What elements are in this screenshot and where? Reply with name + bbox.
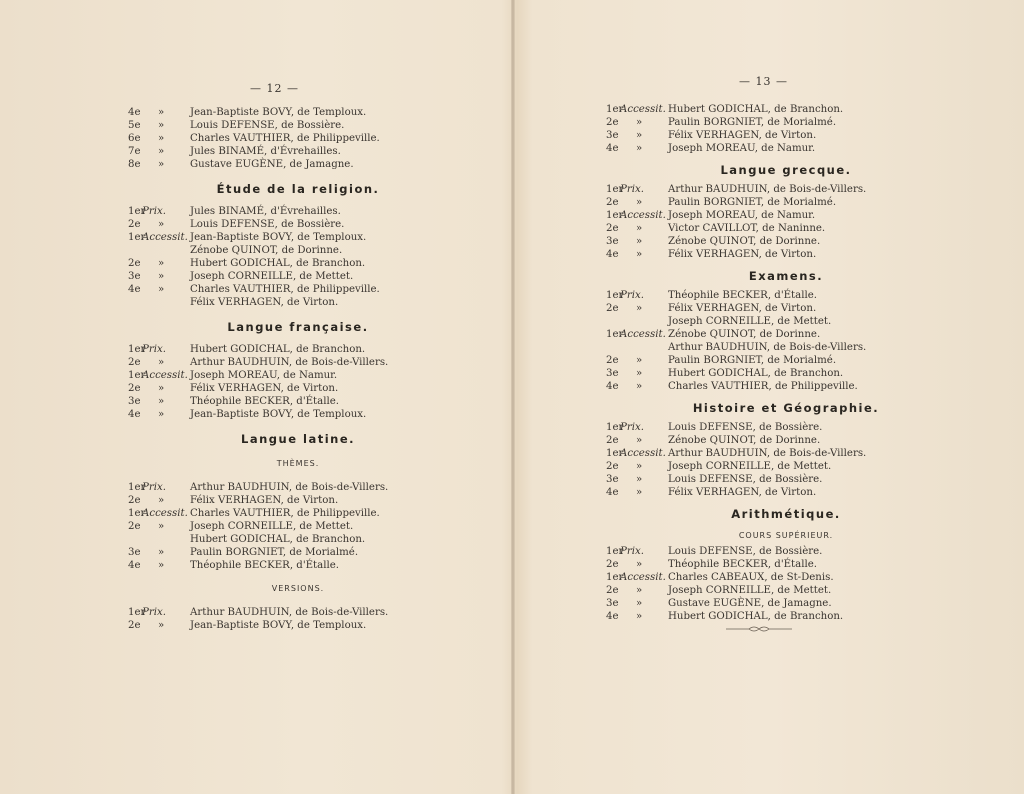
section-title-histoire: Histoire et Géographie. bbox=[692, 401, 880, 415]
list-item bbox=[606, 447, 966, 460]
student-name: Arthur BAUDHUIN, de Bois-de-Villers. bbox=[190, 482, 389, 493]
rank: 7e bbox=[128, 146, 141, 157]
list-item bbox=[606, 434, 966, 447]
student-name: Arthur BAUDHUIN, de Bois-de-Villers. bbox=[190, 357, 389, 368]
right-content bbox=[606, 103, 966, 623]
rank: 3e bbox=[606, 236, 619, 247]
award-label: Prix. bbox=[142, 206, 166, 217]
award-label: » bbox=[636, 249, 643, 260]
section-title-grecque: Langue grecque. bbox=[720, 163, 852, 177]
award-label: » bbox=[158, 284, 165, 295]
award-label: Prix. bbox=[142, 344, 166, 355]
award-label: » bbox=[158, 107, 165, 118]
award-label: Prix. bbox=[620, 422, 644, 433]
student-name: Gustave EUGÈNE, de Jamagne. bbox=[190, 159, 354, 170]
list-item bbox=[128, 606, 468, 619]
rank: 3e bbox=[128, 271, 141, 282]
award-label: » bbox=[636, 474, 643, 485]
list-item bbox=[606, 421, 966, 434]
rank: 4e bbox=[128, 409, 141, 420]
student-name: Gustave EUGÈNE, de Jamagne. bbox=[668, 598, 832, 609]
rank: 4e bbox=[128, 284, 141, 295]
list-item bbox=[606, 610, 966, 623]
rank: 4e bbox=[128, 107, 141, 118]
rank: 1er bbox=[606, 422, 624, 433]
rank: 4e bbox=[606, 487, 619, 498]
list-item bbox=[606, 289, 966, 302]
student-name: Félix VERHAGEN, de Virton. bbox=[668, 303, 817, 314]
rank: 2e bbox=[606, 117, 619, 128]
award-label: » bbox=[636, 585, 643, 596]
student-name: Louis DEFENSE, de Bossière. bbox=[668, 422, 823, 433]
award-label: » bbox=[636, 223, 643, 234]
rank: 1er bbox=[128, 607, 146, 618]
student-name: Jean-Baptiste BOVY, de Temploux. bbox=[190, 107, 367, 118]
list-item bbox=[128, 507, 468, 520]
list-item bbox=[606, 183, 966, 196]
list-item bbox=[128, 244, 468, 257]
ornament-divider bbox=[724, 624, 794, 634]
award-label: » bbox=[158, 120, 165, 131]
list-item bbox=[128, 369, 468, 382]
rank: 2e bbox=[606, 585, 619, 596]
award-label: Prix. bbox=[620, 290, 644, 301]
award-label: » bbox=[636, 117, 643, 128]
rank: 2e bbox=[606, 435, 619, 446]
student-name: Paulin BORGNIET, de Morialmé. bbox=[668, 117, 837, 128]
student-name: Hubert GODICHAL, de Branchon. bbox=[190, 258, 366, 269]
award-label: » bbox=[636, 598, 643, 609]
award-label: Accessit. bbox=[142, 232, 188, 243]
rank: 3e bbox=[606, 598, 619, 609]
award-label: » bbox=[636, 611, 643, 622]
rank: 2e bbox=[606, 303, 619, 314]
rank: 1er bbox=[128, 232, 146, 243]
student-name: Louis DEFENSE, de Bossière. bbox=[190, 120, 345, 131]
list-item bbox=[128, 205, 468, 218]
award-label: Accessit. bbox=[620, 572, 666, 583]
rank: 1er bbox=[128, 370, 146, 381]
list-item bbox=[606, 129, 966, 142]
rank: 1er bbox=[606, 448, 624, 459]
award-label: Accessit. bbox=[620, 329, 666, 340]
rank: 1er bbox=[128, 344, 146, 355]
student-name: Zénobe QUINOT, de Dorinne. bbox=[668, 435, 821, 446]
list-item bbox=[606, 196, 966, 209]
list-item bbox=[128, 132, 468, 145]
rank: 4e bbox=[606, 611, 619, 622]
rank: 2e bbox=[128, 258, 141, 269]
student-name: Hubert GODICHAL, de Branchon. bbox=[190, 344, 366, 355]
list-item bbox=[128, 218, 468, 231]
list-item bbox=[606, 545, 966, 558]
list-item bbox=[128, 481, 468, 494]
rank: 2e bbox=[128, 383, 141, 394]
list-item bbox=[606, 486, 966, 499]
award-label: » bbox=[636, 435, 643, 446]
student-name: Charles CABEAUX, de St-Denis. bbox=[668, 572, 834, 583]
rank: 1er bbox=[606, 290, 624, 301]
student-name: Théophile BECKER, d'Étalle. bbox=[668, 290, 818, 301]
student-name: Joseph MOREAU, de Namur. bbox=[668, 143, 816, 154]
list-item bbox=[606, 142, 966, 155]
rank: 3e bbox=[128, 547, 141, 558]
student-name: Charles VAUTHIER, de Philippeville. bbox=[190, 508, 380, 519]
student-name: Théophile BECKER, d'Étalle. bbox=[190, 560, 340, 571]
student-name: Joseph CORNEILLE, de Mettet. bbox=[668, 461, 832, 472]
list-item bbox=[606, 367, 966, 380]
list-item bbox=[606, 328, 966, 341]
list-item bbox=[606, 354, 966, 367]
list-item bbox=[128, 546, 468, 559]
list-item bbox=[128, 533, 468, 546]
list-item bbox=[606, 341, 966, 354]
list-item bbox=[606, 571, 966, 584]
subsection-versions: VERSIONS. bbox=[271, 584, 325, 593]
award-label: » bbox=[158, 383, 165, 394]
list-item bbox=[128, 408, 468, 421]
rank: 4e bbox=[606, 249, 619, 260]
page-number: — 12 — bbox=[250, 82, 299, 95]
list-item bbox=[128, 270, 468, 283]
rank: 3e bbox=[606, 474, 619, 485]
student-name: Joseph CORNEILLE, de Mettet. bbox=[190, 521, 354, 532]
rank: 1er bbox=[606, 184, 624, 195]
student-name: Jean-Baptiste BOVY, de Temploux. bbox=[190, 620, 367, 631]
student-name: Félix VERHAGEN, de Virton. bbox=[668, 130, 817, 141]
list-item bbox=[606, 116, 966, 129]
award-label: » bbox=[158, 547, 165, 558]
award-label: » bbox=[158, 133, 165, 144]
rank: 2e bbox=[128, 521, 141, 532]
rank: 4e bbox=[606, 143, 619, 154]
award-label: » bbox=[158, 357, 165, 368]
student-name: Zénobe QUINOT, de Dorinne. bbox=[190, 245, 343, 256]
award-label: Prix. bbox=[142, 607, 166, 618]
student-name: Hubert GODICHAL, de Branchon. bbox=[668, 611, 844, 622]
list-item bbox=[606, 460, 966, 473]
rank: 2e bbox=[606, 461, 619, 472]
list-item bbox=[606, 302, 966, 315]
list-item bbox=[128, 559, 468, 572]
list-item bbox=[128, 356, 468, 369]
rank: 6e bbox=[128, 133, 141, 144]
award-label: » bbox=[158, 521, 165, 532]
student-name: Théophile BECKER, d'Étalle. bbox=[190, 396, 340, 407]
rank: 3e bbox=[606, 368, 619, 379]
award-label: Accessit. bbox=[142, 508, 188, 519]
award-label: Accessit. bbox=[620, 104, 666, 115]
list-item bbox=[606, 558, 966, 571]
award-label: » bbox=[636, 130, 643, 141]
award-label: » bbox=[636, 143, 643, 154]
award-label: » bbox=[158, 271, 165, 282]
student-name: Paulin BORGNIET, de Morialmé. bbox=[668, 197, 837, 208]
list-item bbox=[606, 209, 966, 222]
student-name: Joseph MOREAU, de Namur. bbox=[190, 370, 338, 381]
student-name: Jean-Baptiste BOVY, de Temploux. bbox=[190, 409, 367, 420]
rank: 5e bbox=[128, 120, 141, 131]
student-name: Louis DEFENSE, de Bossière. bbox=[668, 546, 823, 557]
student-name: Charles VAUTHIER, de Philippeville. bbox=[668, 381, 858, 392]
rank: 3e bbox=[606, 130, 619, 141]
student-name: Joseph CORNEILLE, de Mettet. bbox=[668, 585, 832, 596]
list-item bbox=[606, 597, 966, 610]
award-label: » bbox=[158, 396, 165, 407]
right-page bbox=[514, 0, 1024, 794]
left-content bbox=[128, 106, 468, 632]
student-name: Félix VERHAGEN, de Virton. bbox=[668, 249, 817, 260]
page-number: — 13 — bbox=[739, 75, 788, 88]
award-label: » bbox=[158, 258, 165, 269]
list-item bbox=[606, 315, 966, 328]
rank: 4e bbox=[128, 560, 141, 571]
student-name: Jules BINAMÉ, d'Évrehailles. bbox=[190, 146, 341, 157]
award-label: Prix. bbox=[620, 546, 644, 557]
rank: 1er bbox=[606, 210, 624, 221]
award-label: » bbox=[636, 381, 643, 392]
award-label: Accessit. bbox=[620, 210, 666, 221]
award-label: » bbox=[636, 368, 643, 379]
subsection-themes: THÈMES. bbox=[276, 459, 320, 468]
award-label: Prix. bbox=[620, 184, 644, 195]
student-name: Joseph MOREAU, de Namur. bbox=[668, 210, 816, 221]
award-label: » bbox=[636, 236, 643, 247]
list-item bbox=[606, 248, 966, 261]
award-label: » bbox=[158, 146, 165, 157]
student-name: Jules BINAMÉ, d'Évrehailles. bbox=[190, 206, 341, 217]
section-title-examens: Examens. bbox=[748, 269, 824, 283]
rank: 4e bbox=[606, 381, 619, 392]
student-name: Félix VERHAGEN, de Virton. bbox=[190, 297, 339, 308]
student-name: Arthur BAUDHUIN, de Bois-de-Villers. bbox=[668, 184, 867, 195]
student-name: Jean-Baptiste BOVY, de Temploux. bbox=[190, 232, 367, 243]
student-name: Arthur BAUDHUIN, de Bois-de-Villers. bbox=[668, 448, 867, 459]
list-item bbox=[606, 222, 966, 235]
rank: 3e bbox=[128, 396, 141, 407]
award-label: » bbox=[636, 303, 643, 314]
award-label: » bbox=[158, 560, 165, 571]
list-item bbox=[128, 257, 468, 270]
student-name: Louis DEFENSE, de Bossière. bbox=[190, 219, 345, 230]
list-item bbox=[128, 283, 468, 296]
rank: 1er bbox=[606, 329, 624, 340]
award-label: » bbox=[158, 219, 165, 230]
list-item bbox=[128, 296, 468, 309]
student-name: Victor CAVILLOT, de Naninne. bbox=[668, 223, 826, 234]
list-item bbox=[606, 380, 966, 393]
award-label: » bbox=[158, 495, 165, 506]
list-item bbox=[128, 119, 468, 132]
rank: 8e bbox=[128, 159, 141, 170]
list-item bbox=[128, 619, 468, 632]
list-item bbox=[606, 103, 966, 116]
rank: 2e bbox=[606, 197, 619, 208]
student-name: Paulin BORGNIET, de Morialmé. bbox=[668, 355, 837, 366]
award-label: » bbox=[636, 197, 643, 208]
student-name: Joseph CORNEILLE, de Mettet. bbox=[668, 316, 832, 327]
rank: 1er bbox=[128, 206, 146, 217]
subsection-cours-superieur: COURS SUPÉRIEUR. bbox=[738, 531, 834, 540]
rank: 1er bbox=[128, 482, 146, 493]
list-item bbox=[128, 106, 468, 119]
award-label: Accessit. bbox=[620, 448, 666, 459]
award-label: Prix. bbox=[142, 482, 166, 493]
student-name: Arthur BAUDHUIN, de Bois-de-Villers. bbox=[190, 607, 389, 618]
student-name: Charles VAUTHIER, de Philippeville. bbox=[190, 284, 380, 295]
student-name: Louis DEFENSE, de Bossière. bbox=[668, 474, 823, 485]
section-title-religion: Étude de la religion. bbox=[216, 182, 380, 196]
student-name: Théophile BECKER, d'Étalle. bbox=[668, 559, 818, 570]
rank: 1er bbox=[606, 572, 624, 583]
list-item bbox=[128, 158, 468, 171]
award-label: » bbox=[636, 559, 643, 570]
award-label: » bbox=[158, 620, 165, 631]
rank: 2e bbox=[128, 219, 141, 230]
award-label: Accessit. bbox=[142, 370, 188, 381]
award-label: » bbox=[636, 461, 643, 472]
list-item bbox=[128, 382, 468, 395]
student-name: Zénobe QUINOT, de Dorinne. bbox=[668, 236, 821, 247]
student-name: Félix VERHAGEN, de Virton. bbox=[668, 487, 817, 498]
student-name: Zénobe QUINOT, de Dorinne. bbox=[668, 329, 821, 340]
student-name: Félix VERHAGEN, de Virton. bbox=[190, 495, 339, 506]
student-name: Hubert GODICHAL, de Branchon. bbox=[668, 368, 844, 379]
student-name: Charles VAUTHIER, de Philippeville. bbox=[190, 133, 380, 144]
rank: 1er bbox=[606, 104, 624, 115]
list-item bbox=[606, 235, 966, 248]
list-item bbox=[128, 145, 468, 158]
rank: 1er bbox=[128, 508, 146, 519]
rank: 2e bbox=[128, 357, 141, 368]
list-item bbox=[128, 231, 468, 244]
rank: 2e bbox=[606, 223, 619, 234]
section-title-arithmetique: Arithmétique. bbox=[731, 507, 841, 521]
award-label: » bbox=[636, 355, 643, 366]
list-item bbox=[128, 520, 468, 533]
rank: 1er bbox=[606, 546, 624, 557]
section-title-latine: Langue latine. bbox=[241, 432, 355, 446]
rank: 2e bbox=[606, 355, 619, 366]
student-name: Hubert GODICHAL, de Branchon. bbox=[190, 534, 366, 545]
rank: 2e bbox=[606, 559, 619, 570]
award-label: » bbox=[158, 409, 165, 420]
list-item bbox=[128, 494, 468, 507]
list-item bbox=[606, 473, 966, 486]
section-title-francaise: Langue française. bbox=[227, 320, 369, 334]
student-name: Joseph CORNEILLE, de Mettet. bbox=[190, 271, 354, 282]
student-name: Arthur BAUDHUIN, de Bois-de-Villers. bbox=[668, 342, 867, 353]
rank: 2e bbox=[128, 495, 141, 506]
award-label: » bbox=[158, 159, 165, 170]
list-item bbox=[128, 343, 468, 356]
list-item bbox=[128, 395, 468, 408]
award-label: » bbox=[636, 487, 643, 498]
student-name: Hubert GODICHAL, de Branchon. bbox=[668, 104, 844, 115]
rank: 2e bbox=[128, 620, 141, 631]
student-name: Paulin BORGNIET, de Morialmé. bbox=[190, 547, 359, 558]
list-item bbox=[606, 584, 966, 597]
student-name: Félix VERHAGEN, de Virton. bbox=[190, 383, 339, 394]
